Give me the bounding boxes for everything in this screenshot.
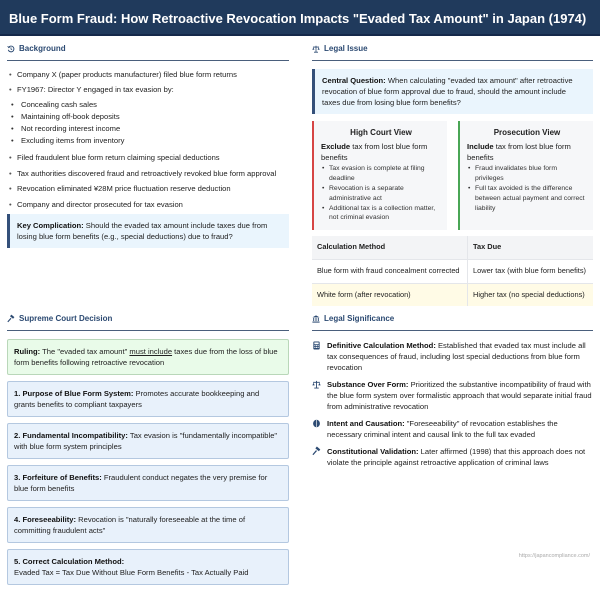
background-list	[7, 69, 289, 96]
prosecution-lead-text: tax from lost blue form benefits	[467, 142, 571, 163]
point-text: Revocation is "naturally foreseeable at the time of committing fraudulent acts"	[14, 514, 246, 535]
reasoning-point	[7, 381, 289, 417]
column-header: Tax Due	[468, 236, 593, 259]
background-list-continued	[7, 152, 289, 210]
list-item: • Tax evasion is complete at filing deadline	[321, 164, 441, 184]
list-item: • Maintaining off-book deposits	[7, 111, 289, 123]
calculation-table	[312, 236, 593, 306]
table-row	[312, 259, 593, 283]
list-item: • Fraud invalidates blue form privileges	[467, 164, 587, 184]
high-court-title: High Court View	[350, 127, 412, 137]
high-court-view	[312, 121, 447, 231]
significance-section	[312, 313, 593, 474]
reasoning-point	[7, 507, 289, 543]
list-item: • Revocation is a separate administrative act	[321, 184, 441, 204]
list-item: • Filed fraudulent blue form return claiming special deductions	[7, 152, 289, 163]
significance-title: Legal Significance	[324, 314, 395, 323]
column-header: Calculation Method	[312, 236, 468, 259]
key-complication-callout	[7, 214, 289, 248]
question-text: When calculating "evaded tax amount" after retroactive revocation of blue form approval due to fraud, should the amount include taxes due from losing blue form benefits?	[322, 75, 573, 107]
page-title: Blue Form Fraud: How Retroactive Revocation Impacts "Evaded Tax Amount" in Japan (1974)	[9, 11, 587, 26]
gavel-icon	[7, 315, 15, 323]
significance-item	[312, 340, 593, 373]
legal-issue-heading	[312, 43, 593, 61]
significance-list	[312, 340, 593, 468]
point-label: 1. Purpose of Blue Form System:	[14, 388, 134, 398]
significance-text: Prioritized the substantive incompatibility of fraud with the blue form system over formalistic approach that would separate initial fraud from administrative revocation	[327, 379, 592, 411]
table-row	[312, 283, 593, 306]
background-title: Background	[19, 44, 66, 53]
point-label: 3. Forfeiture of Benefits:	[14, 472, 102, 482]
list-item: • Company X (paper products manufacturer) filed blue form returns	[7, 69, 289, 80]
brain-icon	[312, 419, 321, 428]
ruling-text-pre: The "evaded tax amount"	[40, 346, 130, 356]
list-item: • Revocation eliminated ¥28M price fluctuation reserve deduction	[7, 183, 289, 194]
high-court-lead	[321, 141, 441, 163]
point-label: 4. Foreseeability:	[14, 514, 77, 524]
table-header-row	[312, 236, 593, 259]
high-court-points	[321, 164, 441, 223]
gavel-icon	[312, 447, 321, 456]
significance-item	[312, 418, 593, 440]
prosecution-lead-bold: Include	[467, 142, 494, 152]
list-item: • Excluding items from inventory	[7, 135, 289, 147]
significance-heading	[312, 313, 593, 331]
prosecution-lead	[467, 141, 587, 163]
prosecution-points	[467, 164, 587, 213]
list-item: • Tax authorities discovered fraud and retroactively revoked blue form approval	[7, 168, 289, 179]
callout-label: Key Complication:	[17, 221, 84, 231]
list-item: • Not recording interest income	[7, 123, 289, 135]
table-cell: Higher tax (no special deductions)	[468, 283, 593, 306]
views-comparison	[312, 121, 593, 231]
significance-text: Established that evaded tax must include all tax consequences of fraud, including lost special deductions from blue form revocation	[327, 340, 586, 372]
legal-issue-title: Legal Issue	[324, 44, 368, 53]
calculator-icon	[312, 341, 321, 350]
page-header	[0, 0, 600, 36]
significance-item	[312, 446, 593, 468]
high-court-lead-text: tax from lost blue form benefits	[321, 142, 428, 163]
ruling-emphasis: must include	[129, 346, 173, 356]
landmark-icon	[312, 315, 320, 323]
callout-text: Should the evaded tax amount include taxes due from losing blue form benefits (e.g., special deductions) due to fraud?	[17, 221, 268, 242]
legal-issue-section	[312, 43, 593, 306]
reasoning-point	[7, 465, 289, 501]
table-cell: White form (after revocation)	[312, 283, 468, 306]
significance-text: "Foreseeability" of revocation establishes the necessary criminal intent and causal link to the full tax evaded	[327, 418, 558, 439]
list-item: • Company and director prosecuted for tax evasion	[7, 199, 289, 210]
point-text: Evaded Tax = Tax Due Without Blue Form Benefits - Tax Actually Paid	[14, 567, 249, 577]
list-item: • Full tax avoided is the difference between actual payment and correct liability	[467, 184, 587, 214]
decision-heading	[7, 313, 289, 331]
evasion-methods-list	[7, 99, 289, 148]
table-cell: Blue form with fraud concealment corrected	[312, 259, 468, 283]
decision-section	[7, 313, 289, 591]
significance-text: Later affirmed (1998) that this approach does not violate the principle against retroactive application of criminal laws	[327, 446, 586, 467]
significance-label: Constitutional Validation:	[327, 446, 419, 456]
question-label: Central Question:	[322, 75, 386, 85]
decision-title: Supreme Court Decision	[19, 314, 113, 323]
source-url: https://japancompliance.com/	[518, 553, 590, 559]
significance-label: Definitive Calculation Method:	[327, 340, 436, 350]
point-text: Tax evasion is "fundamentally incompatible" with blue form system principles	[14, 430, 278, 451]
reasoning-point	[7, 423, 289, 459]
ruling-label: Ruling:	[14, 346, 41, 356]
point-label: 2. Fundamental Incompatibility:	[14, 430, 128, 440]
significance-label: Substance Over Form:	[327, 379, 409, 389]
scales-icon	[312, 45, 320, 53]
prosecution-view	[458, 121, 593, 231]
background-heading	[7, 43, 289, 61]
list-item: • FY1967: Director Y engaged in tax evasion by:	[7, 84, 289, 95]
ruling-text-post: taxes due from the loss of blue form benefits following retroactive revocation	[14, 346, 278, 367]
list-item: • Concealing cash sales	[7, 99, 289, 111]
ruling-box	[7, 339, 289, 375]
prosecution-title: Prosecution View	[493, 127, 561, 137]
list-item: • Additional tax is a collection matter, not criminal evasion	[321, 204, 441, 224]
point-label: 5. Correct Calculation Method:	[14, 556, 125, 566]
central-question-callout	[312, 69, 593, 114]
scales-icon	[312, 380, 321, 389]
significance-label: Intent and Causation:	[327, 418, 405, 428]
background-section	[7, 43, 289, 248]
reasoning-point	[7, 549, 289, 585]
high-court-lead-bold: Exclude	[321, 142, 351, 152]
history-icon	[7, 45, 15, 53]
point-text: Fraudulent conduct negates the very premise for blue form benefits	[14, 472, 268, 493]
point-text: Promotes accurate bookkeeping and grants benefits to compliant taxpayers	[14, 388, 260, 409]
significance-item	[312, 379, 593, 412]
table-cell: Lower tax (with blue form benefits)	[468, 259, 593, 283]
